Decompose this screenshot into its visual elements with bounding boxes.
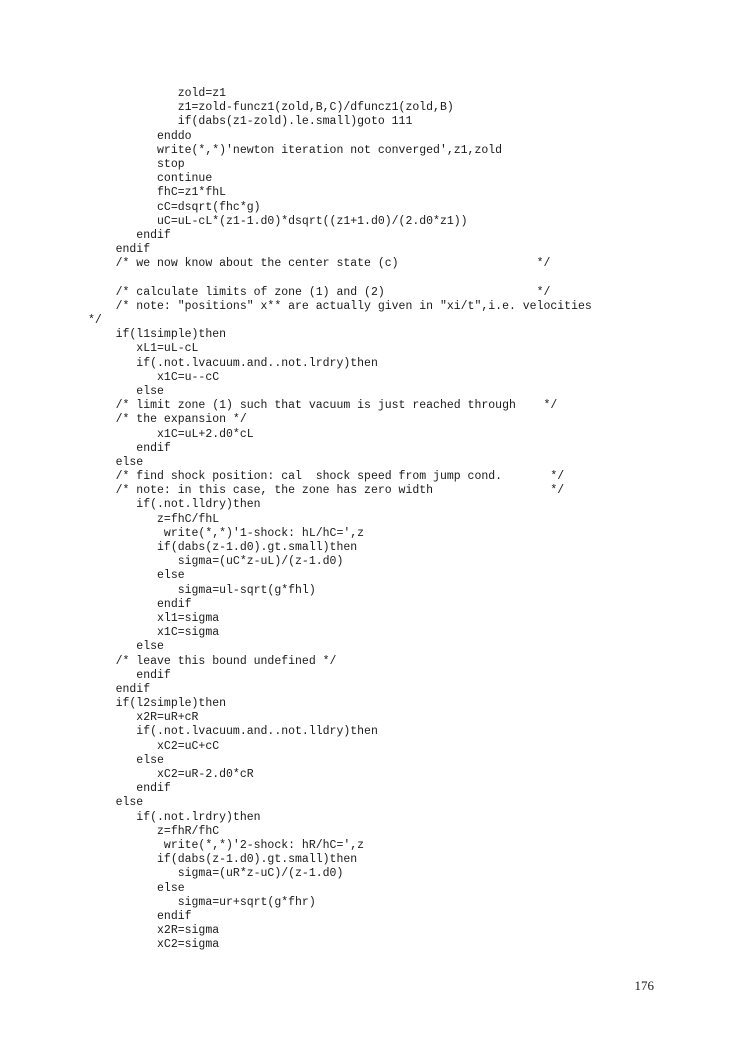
code-line: if(dabs(z1-zold).le.small)goto 111 [88,115,413,129]
code-line: xL1=uL-cL [88,342,199,356]
code-line: xC2=uC+cC [88,739,220,753]
code-line: else [88,569,185,583]
code-line: endif [88,909,192,923]
code-line: z=fhC/fhL [88,512,220,526]
code-line: */ [88,314,102,327]
code-line: else [88,796,144,810]
code-line: x1C=sigma [88,626,220,640]
code-line: x2R=sigma [88,924,220,938]
code-line: /* leave this bound undefined */ [88,654,337,668]
code-line: fhC=z1*fhL [88,186,227,200]
code-line: /* we now know about the center state (c) */ [88,257,551,271]
code-line: else [88,384,164,398]
code-line: continue [88,172,213,186]
code-line: if(dabs(z-1.d0).gt.small)then [88,541,358,554]
code-line: write(*,*)'newton iteration not converged',z1,zold [88,143,503,157]
code-line: else [88,881,185,895]
code-line: write(*,*)'1-shock: hL/hC=',z [88,526,365,540]
code-line: xC2=uR-2.d0*cR [88,768,254,781]
code-line: /* limit zone (1) such that vacuum is just reached through */ [88,399,558,413]
code-line: else [88,455,144,469]
code-line: endif [88,441,171,455]
code-line: endif [88,668,171,682]
code-line: if(l2simple)then [88,697,227,711]
code-line: write(*,*)'2-shock: hR/hC=',z [88,838,365,852]
code-line: x2R=uR+cR [88,711,199,725]
code-line: endif [88,682,151,696]
code-line: stop [88,157,185,171]
code-line: /* note: "positions" x** are actually given in "xi/t",i.e. velocities [88,299,592,313]
code-line: else [88,640,164,654]
code-line: xC2=sigma [88,938,220,952]
code-line: /* the expansion */ [88,413,247,427]
page-number: 176 [634,978,654,993]
code-line: endif [88,782,171,796]
code-line: endif [88,228,171,242]
code-line: /* find shock position: cal shock speed from jump cond. */ [88,470,565,484]
code-line: if(.not.lrdry)then [88,810,261,824]
code-line: endif [88,597,192,611]
code-line: sigma=ul-sqrt(g*fhl) [88,583,316,597]
code-line: cC=dsqrt(fhc*g) [88,200,261,214]
code-line: endif [88,243,151,257]
code-line: z=fhR/fhC [88,824,220,838]
code-listing [88,87,592,952]
code-line: else [88,753,164,767]
code-line: zold=z1 [88,87,227,100]
code-line: xl1=sigma [88,611,220,625]
code-line: if(l1simple)then [88,328,227,342]
code-line: if(.not.lvacuum.and..not.lrdry)then [88,356,378,370]
code-line: if(.not.lldry)then [88,498,261,512]
code-line: enddo [88,129,192,143]
code-line: if(dabs(z-1.d0).gt.small)then [88,853,358,867]
code-line: sigma=ur+sqrt(g*fhr) [88,895,316,909]
code-line: /* note: in this case, the zone has zero width */ [88,484,565,498]
code-line: if(.not.lvacuum.and..not.lldry)then [88,725,378,739]
code-line: z1=zold-funcz1(zold,B,C)/dfuncz1(zold,B) [88,101,454,115]
code-line: uC=uL-cL*(z1-1.d0)*dsqrt((z1+1.d0)/(2.d0*z1)) [88,214,468,228]
code-line: sigma=(uR*z-uC)/(z-1.d0) [88,867,344,881]
code-line: x1C=u--cC [88,370,220,384]
code-line [88,271,592,285]
code-line: sigma=(uC*z-uL)/(z-1.d0) [88,555,344,569]
code-line: /* calculate limits of zone (1) and (2) */ [88,285,551,299]
code-line: x1C=uL+2.d0*cL [88,427,254,441]
